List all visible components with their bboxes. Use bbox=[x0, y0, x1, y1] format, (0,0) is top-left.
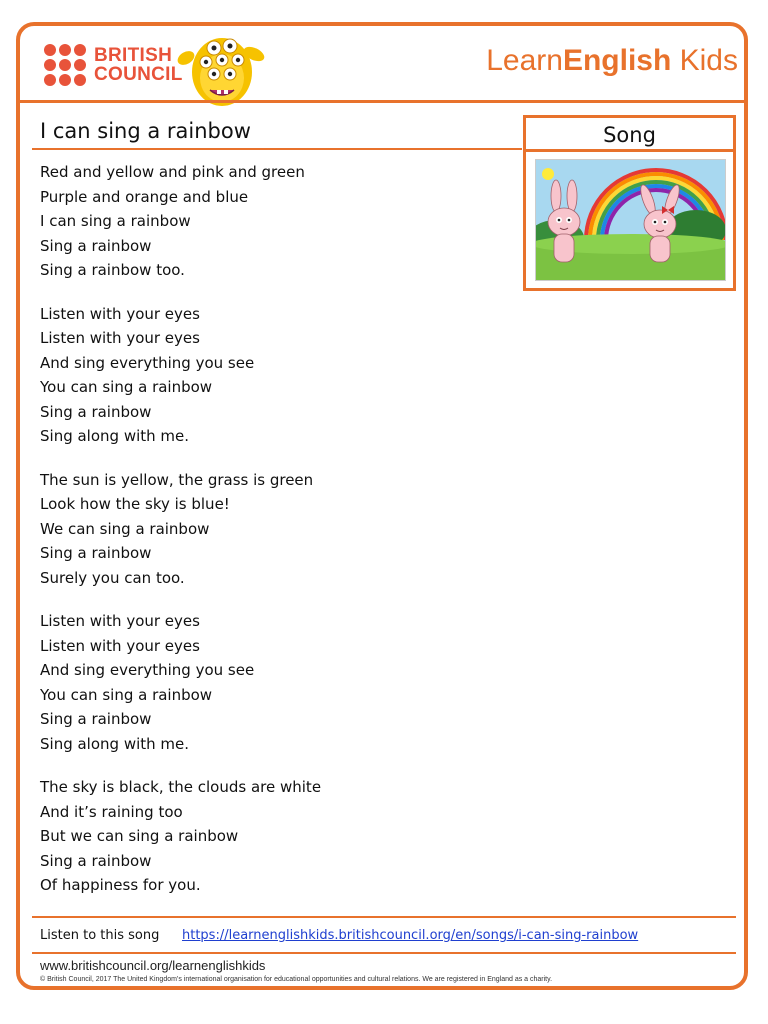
stanza-4 bbox=[40, 609, 500, 756]
lyric-line: And sing everything you see bbox=[40, 353, 255, 372]
header-divider bbox=[20, 100, 748, 103]
lyric-line: Sing a rainbow too. bbox=[40, 261, 185, 279]
lyric-line: Listen with your eyes bbox=[40, 329, 200, 347]
logo-kids: Kids bbox=[671, 44, 738, 77]
british-council-logo bbox=[44, 44, 183, 86]
stanza-5 bbox=[40, 775, 500, 898]
lyric-line: Sing a rainbow bbox=[40, 236, 152, 255]
lyric-line: Listen with your eyes bbox=[40, 304, 200, 323]
lyric-line: I can sing a rainbow bbox=[40, 212, 191, 230]
lyric-line: The sun is yellow, the grass is green bbox=[40, 470, 314, 489]
website-url: www.britishcouncil.org/learnenglishkids bbox=[40, 958, 266, 973]
footer-divider-top bbox=[32, 916, 736, 918]
lyric-line: Listen with your eyes bbox=[40, 612, 200, 630]
lyric-line: Sing along with me. bbox=[40, 734, 190, 753]
rabbits-rainbow-illustration bbox=[535, 159, 726, 281]
lyric-line: Sing along with me. bbox=[40, 427, 190, 445]
stanza-3 bbox=[40, 468, 500, 591]
lyric-line: Purple and orange and blue bbox=[40, 187, 249, 206]
lyric-line: Listen with your eyes bbox=[40, 636, 200, 655]
lyric-line: You can sing a rainbow bbox=[40, 685, 213, 704]
song-panel bbox=[523, 115, 736, 291]
logo-learn: Learn bbox=[486, 44, 563, 77]
song-link[interactable]: https://learnenglishkids.britishcouncil.org/en/songs/i-can-sing-rainbow bbox=[182, 928, 639, 943]
type-label: Song bbox=[526, 118, 733, 152]
monster-mascot-icon bbox=[176, 30, 268, 110]
lyric-line: The sky is black, the clouds are white bbox=[40, 778, 322, 796]
lyric-line: Sing a rainbow bbox=[40, 544, 152, 562]
lyric-line: You can sing a rainbow bbox=[40, 378, 213, 396]
lyric-line: Look how the sky is blue! bbox=[40, 495, 230, 513]
brand-line1: BRITISH bbox=[94, 45, 173, 66]
brand-line2: COUNCIL bbox=[94, 64, 183, 85]
lyric-line: Sing a rainbow bbox=[40, 710, 152, 728]
stanza-1 bbox=[40, 160, 500, 283]
listen-label: Listen to this song bbox=[40, 928, 160, 943]
copyright-notice: © British Council, 2017 The United Kingdom’s international organisation for educational opportunities and cultural relations. We are registered in England as a charity. bbox=[40, 976, 553, 983]
stanza-2 bbox=[40, 302, 500, 449]
logo-english: English bbox=[562, 44, 672, 77]
lyric-line: We can sing a rainbow bbox=[40, 519, 210, 538]
lyric-line: But we can sing a rainbow bbox=[40, 827, 239, 845]
logo-dots-icon bbox=[44, 44, 86, 86]
lyric-line: And sing everything you see bbox=[40, 661, 255, 679]
lyric-line: Of happiness for you. bbox=[40, 876, 201, 894]
lyric-line: And it’s raining too bbox=[40, 802, 183, 821]
title-underline bbox=[32, 148, 522, 150]
lyric-line: Red and yellow and pink and green bbox=[40, 163, 305, 181]
worksheet-title: I can sing a rainbow bbox=[40, 119, 251, 143]
lyric-line: Sing a rainbow bbox=[40, 851, 152, 870]
footer-divider-bottom bbox=[32, 952, 736, 954]
learnenglish-kids-logo bbox=[486, 44, 738, 78]
lyric-line: Surely you can too. bbox=[40, 568, 185, 587]
lyrics bbox=[40, 160, 500, 917]
lyric-line: Sing a rainbow bbox=[40, 402, 152, 421]
